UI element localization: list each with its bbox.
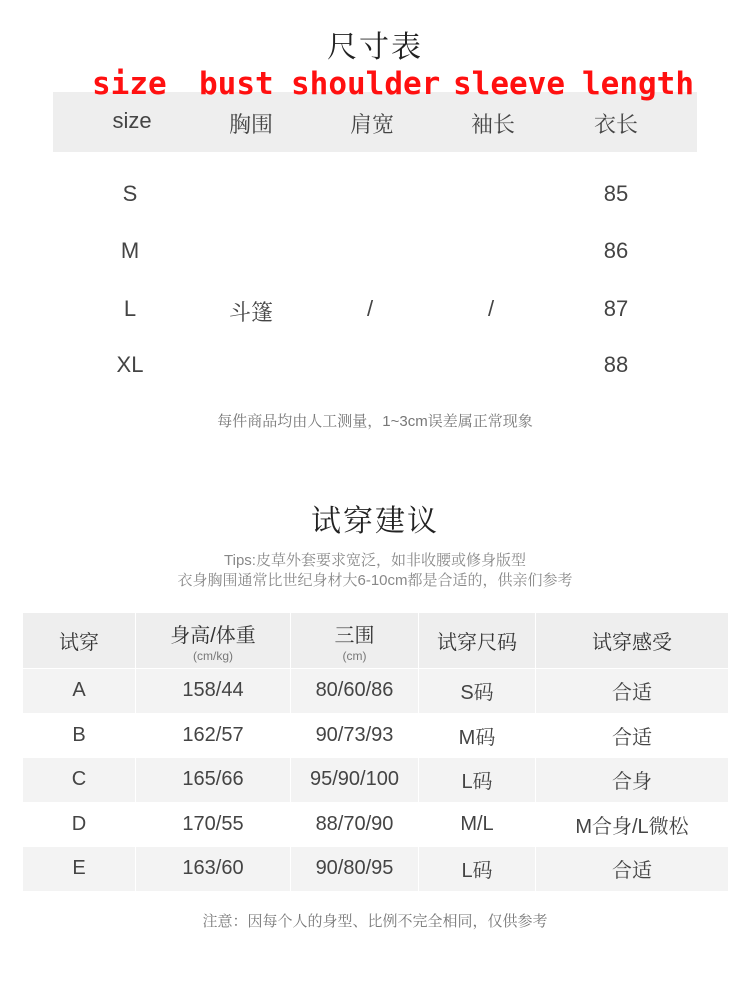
fit-table	[22, 612, 729, 892]
sleeve-value: /	[487, 296, 495, 321]
table-row	[23, 847, 729, 892]
fit-table-header-row	[23, 613, 729, 669]
table-cell: 90/73/93	[291, 713, 419, 758]
table-cell: M码	[419, 713, 536, 758]
table-row	[23, 713, 729, 758]
size-label: L	[123, 296, 137, 321]
table-cell: M/L	[419, 802, 536, 847]
fit-note: 注意：因每个人的身型、比例不完全相同，仅供参考	[202, 913, 548, 930]
table-cell: 95/90/100	[291, 758, 419, 803]
table-cell: 162/57	[136, 713, 291, 758]
english-label-shoulder: shoulder	[291, 66, 441, 102]
english-label-bust: bust	[199, 66, 274, 102]
length-value: 88	[603, 352, 629, 377]
english-label-sleeve: sleeve	[453, 66, 565, 102]
shoulder-value: /	[366, 296, 374, 321]
header-height-weight	[136, 613, 291, 669]
measurement-note: 每件商品均由人工测量，1~3cm误差属正常现象	[217, 413, 533, 430]
table-cell: C	[23, 758, 136, 803]
english-label-length: length	[582, 66, 694, 102]
table-cell: 165/66	[136, 758, 291, 803]
table-cell: B	[23, 713, 136, 758]
table-cell: 163/60	[136, 847, 291, 892]
size-label: S	[122, 181, 138, 206]
header-tester	[23, 613, 136, 669]
length-value: 85	[603, 181, 629, 206]
table-row	[23, 758, 729, 803]
table-cell: 158/44	[136, 669, 291, 714]
bust-value: 斗篷	[228, 300, 273, 325]
table-cell: A	[23, 669, 136, 714]
header-length: 衣长	[593, 112, 638, 137]
table-cell: 合适	[536, 669, 729, 714]
header-tried-size	[419, 613, 536, 669]
table-cell: 合身	[536, 758, 729, 803]
english-label-size: size	[92, 66, 167, 102]
table-cell: 88/70/90	[291, 802, 419, 847]
size-label: M	[120, 238, 140, 263]
header-sleeve: 袖长	[470, 112, 515, 137]
table-cell: L码	[419, 847, 536, 892]
size-label: XL	[116, 352, 144, 377]
table-cell: E	[23, 847, 136, 892]
header-bust: 胸围	[228, 112, 273, 137]
header-main: 试穿	[59, 632, 99, 654]
length-value: 86	[603, 238, 629, 263]
header-main: 试穿感受	[592, 632, 672, 654]
length-value: 87	[603, 296, 629, 321]
table-cell: 合适	[536, 713, 729, 758]
table-cell: D	[23, 802, 136, 847]
table-row	[23, 669, 729, 714]
table-cell: 合适	[536, 847, 729, 892]
header-sub: (cm/kg)	[193, 648, 233, 663]
header-size: size	[112, 108, 152, 133]
table-cell: 80/60/86	[291, 669, 419, 714]
header-measurements	[291, 613, 419, 669]
size-chart-title: 尺寸表	[327, 31, 423, 64]
table-cell: 90/80/95	[291, 847, 419, 892]
table-cell: 170/55	[136, 802, 291, 847]
tips-line-2: 衣身胸围通常比世纪身材大6-10cm都是合适的，供亲们参考	[177, 572, 573, 589]
header-feeling	[536, 613, 729, 669]
tips-line-1: Tips:皮草外套要求宽泛，如非收腰或修身版型	[224, 552, 526, 569]
table-cell: L码	[419, 758, 536, 803]
table-cell: S码	[419, 669, 536, 714]
english-label-row	[0, 66, 750, 106]
header-main: 三围	[334, 624, 375, 647]
fit-advice-title: 试穿建议	[311, 505, 439, 538]
header-shoulder: 肩宽	[349, 112, 394, 137]
table-row	[23, 802, 729, 847]
header-main: 身高/体重	[170, 624, 256, 647]
table-cell: M合身/L微松	[536, 802, 729, 847]
header-sub: (cm)	[342, 648, 367, 663]
header-main: 试穿尺码	[437, 632, 517, 654]
